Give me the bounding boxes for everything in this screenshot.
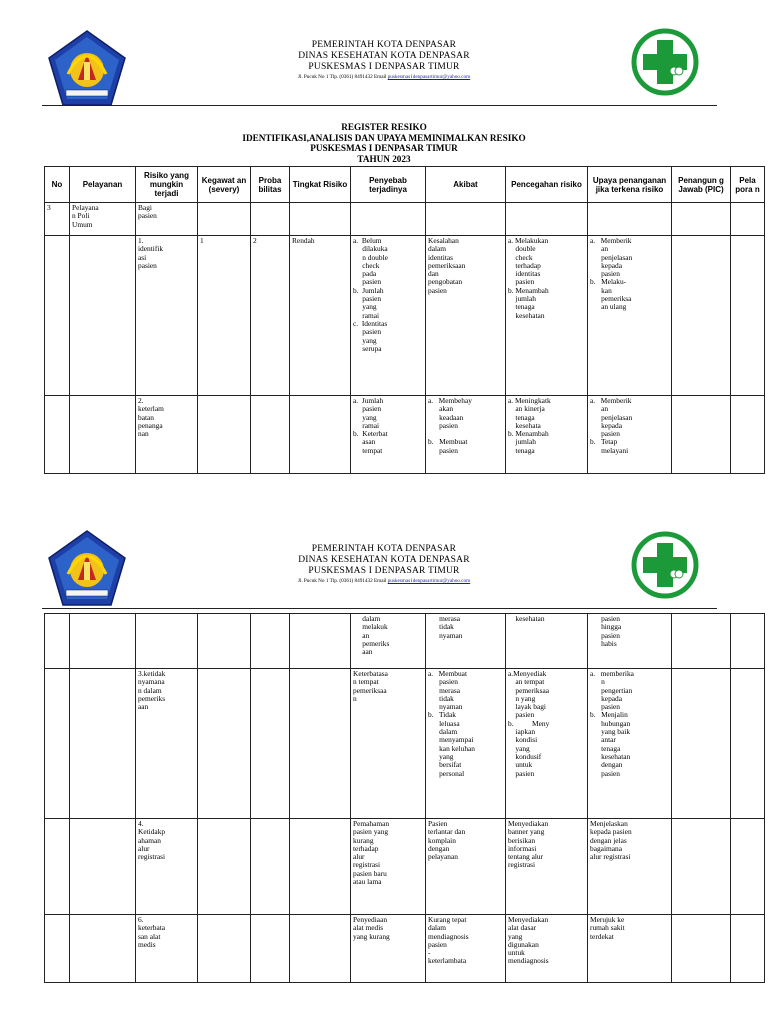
cell-akibat: a. Membuat pasien merasa tidak nyaman b. Tidak leluasa dalam menyampai kan keluhan yang bersifat personal [426, 669, 506, 819]
cell-upaya: a. Memberik an penjelasan kepada pasien b. Tetap melayani [588, 396, 672, 474]
cell-risiko: Bagi pasien [136, 203, 198, 236]
cell-akibat [426, 203, 506, 236]
cell-pelaporan [731, 203, 765, 236]
table-header-row [45, 167, 765, 203]
table-row [45, 669, 765, 819]
cell-probabilitas [251, 915, 290, 983]
col-upaya: Upaya penanganan jika terkena risiko [588, 167, 672, 203]
cell-risiko: 4. Ketidakp ahaman alur registrasi [136, 819, 198, 915]
cell-kegawatan [198, 669, 251, 819]
document-title [0, 122, 768, 164]
cell-pic [672, 203, 731, 236]
cell-pic [672, 236, 731, 396]
table-row [45, 915, 765, 983]
cell-pic [672, 819, 731, 915]
table-row [45, 203, 765, 236]
cell-pelayanan [70, 614, 136, 669]
cell-pencegahan: a. Melakukan double check terhadap identitas pasien b. Menambah jumlah tenaga kesehatan [506, 236, 588, 396]
cell-risiko: 3.ketidak nyamana n dalam pemeriks aan [136, 669, 198, 819]
cell-pelayanan [70, 915, 136, 983]
cell-kegawatan: 1 [198, 236, 251, 396]
puskesmas-green-cross-icon [630, 530, 700, 600]
cell-no [45, 669, 70, 819]
cell-kegawatan [198, 819, 251, 915]
email-link[interactable]: puskesmas1denpasartimur@yahoo.com [387, 578, 471, 584]
risk-register-table [44, 166, 765, 474]
address-text: Jl. Pucuk No 1 Tlp. (0361) 8491432 Email [297, 578, 388, 584]
cell-pic [672, 669, 731, 819]
title-line-2: IDENTIFIKASI,ANALISIS DAN UPAYA MEMINIMALKAN RESIKO [242, 132, 526, 143]
page-2 [0, 490, 768, 1024]
table-row [45, 236, 765, 396]
cell-penyebab: a. Belum dilakuka n double check pada pasien b. Jumlah pasien yang ramai c. Identitas pasien yang serupa [351, 236, 426, 396]
cell-akibat: Kesalahan dalam identitas pemeriksaan dan pengobatan pasien [426, 236, 506, 396]
cell-tingkat-risiko [290, 819, 351, 915]
cell-upaya: pasien hingga pasien habis [588, 614, 672, 669]
col-kegawatan: Kegawat an (severy) [198, 167, 251, 203]
cell-pelaporan [731, 669, 765, 819]
col-penyebab: Penyebab terjadinya [351, 167, 426, 203]
cell-pelaporan [731, 819, 765, 915]
letterhead-rule [42, 105, 717, 106]
cell-no [45, 614, 70, 669]
cell-akibat: Kurang tepat dalam mendiagnosis pasien - keterlambata [426, 915, 506, 983]
col-akibat: Akibat [426, 167, 506, 203]
title-line-1: REGISTER RESIKO [341, 122, 427, 132]
letterhead-rule [42, 608, 717, 609]
cell-pic [672, 614, 731, 669]
table-row [45, 396, 765, 474]
cell-pencegahan: Menyediakan alat dasar yang digunakan untuk mendiagnosis [506, 915, 588, 983]
cell-no: 3 [45, 203, 70, 236]
col-pic: Penangun g Jawab (PIC) [672, 167, 731, 203]
cell-risiko: 2. keterlam batan penanga nan [136, 396, 198, 474]
col-pelayanan: Pelayanan [70, 167, 136, 203]
cell-no [45, 819, 70, 915]
cell-pic [672, 915, 731, 983]
table-row [45, 819, 765, 915]
col-pencegahan: Pencegahan risiko [506, 167, 588, 203]
cell-tingkat-risiko [290, 614, 351, 669]
cell-pelaporan [731, 614, 765, 669]
cell-pelayanan [70, 236, 136, 396]
cell-kegawatan [198, 614, 251, 669]
cell-probabilitas [251, 819, 290, 915]
cell-pelayanan [70, 669, 136, 819]
col-probabilitas: Proba bilitas [251, 167, 290, 203]
agency-line-3: PUSKESMAS I DENPASAR TIMUR [308, 62, 460, 72]
col-pelaporan: Pela pora n [731, 167, 765, 203]
cell-kegawatan [198, 915, 251, 983]
cell-probabilitas [251, 396, 290, 474]
cell-pencegahan: Menyediakan banner yang berisikan informasi tentang alur registrasi [506, 819, 588, 915]
cell-pelayanan [70, 819, 136, 915]
cell-no [45, 396, 70, 474]
cell-akibat: Pasien terlantar dan komplain dengan pelayanan [426, 819, 506, 915]
cell-kegawatan [198, 203, 251, 236]
cell-penyebab: Pemahaman pasien yang kurang terhadap alur registrasi pasien baru atau lama [351, 819, 426, 915]
agency-line-2: DINAS KESEHATAN KOTA DENPASAR [298, 555, 470, 565]
cell-penyebab: Penyediaan alat medis yang kurang [351, 915, 426, 983]
cell-akibat: a. Membehay akan keadaan pasien b. Membuat pasien [426, 396, 506, 474]
cell-pelaporan [731, 915, 765, 983]
cell-kegawatan [198, 396, 251, 474]
cell-upaya: a. memberika n pengertian kepada pasien b. Menjalin hubungan yang baik antar tenaga kesehatan dengan pasien [588, 669, 672, 819]
cell-tingkat-risiko [290, 669, 351, 819]
cell-pencegahan: a.Menyediak an tempat pemeriksaa n yang layak bagi pasien b. Meny iapkan kondisi yang kondusif untuk pasien [506, 669, 588, 819]
cell-pelayanan [70, 396, 136, 474]
cell-pelayanan: Pelayana n Poli Umum [70, 203, 136, 236]
cell-probabilitas: 2 [251, 236, 290, 396]
cell-pelaporan [731, 236, 765, 396]
col-no: No [45, 167, 70, 203]
cell-upaya [588, 203, 672, 236]
cell-risiko: 1. identifik asi pasien [136, 236, 198, 396]
cell-probabilitas [251, 614, 290, 669]
cell-upaya: Merujuk ke rumah sakit terdekat [588, 915, 672, 983]
cell-upaya: a. Memberik an penjelasan kepada pasien b. Melaku- kan pemeriksa an ulang [588, 236, 672, 396]
cell-tingkat-risiko [290, 915, 351, 983]
puskesmas-green-cross-icon [630, 27, 700, 97]
cell-pencegahan: a. Meningkatk an kinerja tenaga kesehata b. Menambah jumlah tenaga [506, 396, 588, 474]
cell-probabilitas [251, 203, 290, 236]
cell-pencegahan [506, 203, 588, 236]
agency-line-1: PEMERINTAH KOTA DENPASAR [311, 40, 457, 50]
cell-penyebab: dalam melakuk an pemeriks aan [351, 614, 426, 669]
cell-probabilitas [251, 669, 290, 819]
cell-akibat: merasa tidak nyaman [426, 614, 506, 669]
cell-tingkat-risiko [290, 396, 351, 474]
table-row [45, 614, 765, 669]
email-link[interactable]: puskesmas1denpasartimur@yahoo.com [387, 74, 471, 80]
page-1 [0, 0, 768, 490]
address-text: Jl. Pucuk No 1 Tlp. (0361) 8491432 Email [297, 74, 388, 80]
col-risiko: Risiko yang mungkin terjadi [136, 167, 198, 203]
risk-register-table-continued [44, 613, 765, 983]
cell-pelaporan [731, 396, 765, 474]
cell-no [45, 236, 70, 396]
cell-penyebab: a. Jumlah pasien yang ramai b. Keterbat asan tempat [351, 396, 426, 474]
cell-risiko [136, 614, 198, 669]
agency-line-2: DINAS KESEHATAN KOTA DENPASAR [298, 51, 470, 61]
cell-tingkat-risiko [290, 203, 351, 236]
cell-upaya: Menjelaskan kepada pasien dengan jelas bagaimana alur registrasi [588, 819, 672, 915]
title-line-3: PUSKESMAS I DENPASAR TIMUR [310, 143, 458, 154]
col-tingkat-risiko: Tingkat Risiko [290, 167, 351, 203]
cell-penyebab: Keterbatasa n tempat pemeriksaa n [351, 669, 426, 819]
agency-line-1: PEMERINTAH KOTA DENPASAR [311, 544, 457, 554]
cell-pencegahan: kesehatan [506, 614, 588, 669]
agency-line-3: PUSKESMAS I DENPASAR TIMUR [308, 566, 460, 576]
cell-no [45, 915, 70, 983]
cell-pic [672, 396, 731, 474]
cell-penyebab [351, 203, 426, 236]
cell-tingkat-risiko: Rendah [290, 236, 351, 396]
cell-risiko: 6. keterbata san alat medis [136, 915, 198, 983]
title-line-4: TAHUN 2023 [357, 153, 411, 164]
